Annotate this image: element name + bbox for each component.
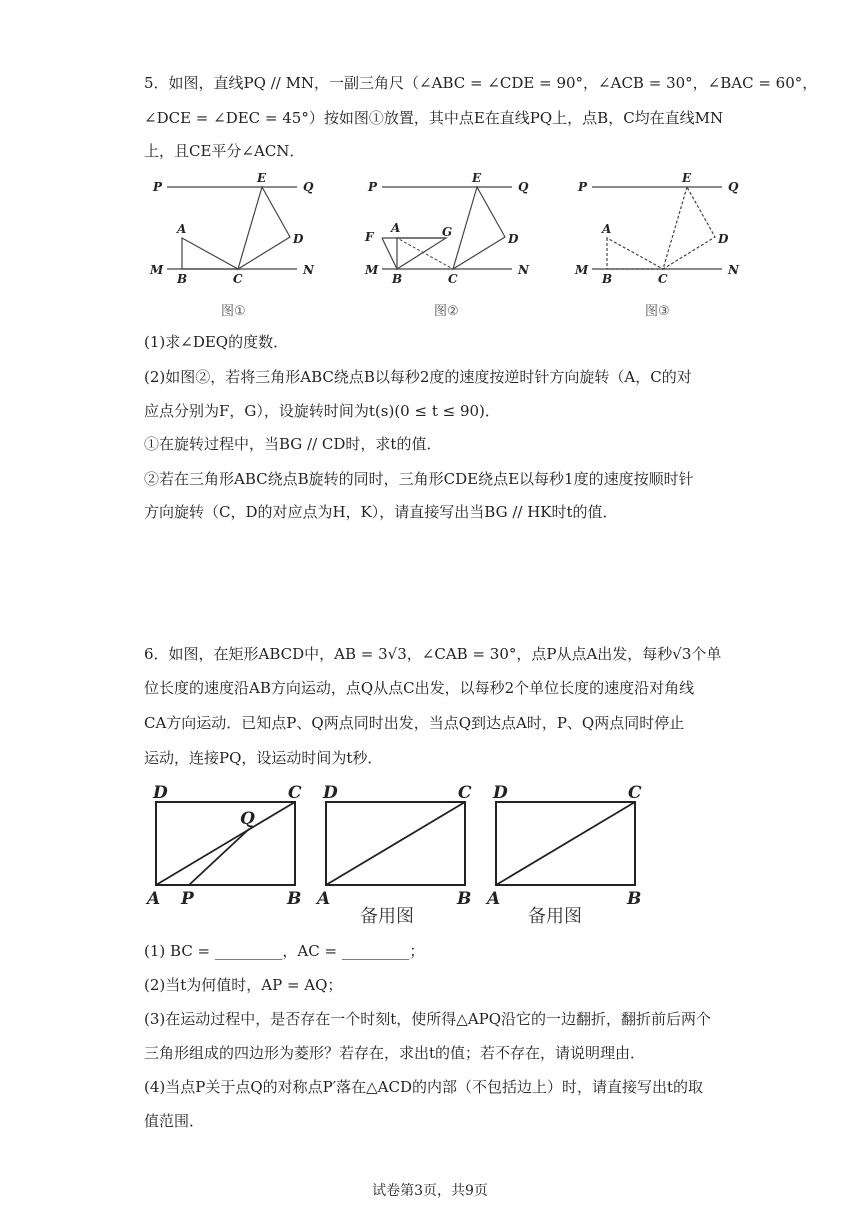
q6f3-label-B: B	[627, 889, 642, 909]
fig2-label-G: G	[442, 225, 453, 239]
fig1-label-D: D	[293, 232, 304, 246]
q6-figure-2	[315, 780, 485, 915]
q6-figure-3	[485, 780, 655, 915]
q6f2-label-D: D	[323, 783, 338, 803]
q5-fig3-caption: 图③	[645, 304, 670, 319]
q5-line-3: 上，且CE平分∠ACN．	[144, 142, 305, 160]
fig1-label-M: M	[150, 263, 164, 277]
q6-line-1: 6．如图，在矩形ABCD中，AB = 3√3，∠CAB = 30°，点P从点A出发，每秒√3个单	[144, 645, 722, 663]
q6f3-label-C: C	[628, 783, 642, 803]
fig3-label-N: N	[728, 263, 739, 277]
fig2-label-D: D	[508, 232, 519, 246]
fig2-label-P: P	[368, 180, 378, 194]
q6-line-3: CA方向运动．已知点P、Q两点同时出发，当点Q到达点A时，P、Q两点同时停止	[144, 714, 685, 732]
fig2-label-B: B	[392, 272, 403, 286]
q5-line-1: 5．如图，直线PQ // MN，一副三角尺（∠ABC = ∠CDE = 90°，∠ACB = 30°，∠BAC = 60°，	[144, 74, 818, 92]
fig2-label-M: M	[365, 263, 379, 277]
fig1-label-C: C	[233, 272, 243, 286]
fig3-label-A: A	[602, 222, 612, 236]
fig3-label-C: C	[658, 272, 668, 286]
q6f1-label-C: C	[288, 783, 302, 803]
fig3-label-E: E	[682, 171, 692, 185]
q6f1-label-A: A	[147, 889, 161, 909]
fig2-label-A: A	[391, 221, 401, 235]
fig3-label-B: B	[602, 272, 613, 286]
fig1-label-B: B	[177, 272, 188, 286]
q6f1-label-Q: Q	[240, 809, 255, 829]
q5-part-2b: 应点分别为F，G），设旋转时间为t(s)(0 ≤ t ≤ 90)．	[144, 402, 500, 420]
fig2-label-E: E	[472, 171, 482, 185]
fig2-label-C: C	[448, 272, 458, 286]
q6-fig2-caption: 备用图	[360, 906, 414, 927]
fig3-label-M: M	[575, 263, 589, 277]
q5-figure-1	[145, 170, 330, 290]
q5-part-2a: (2)如图②，若将三角形ABC绕点B以每秒2度的速度按逆时针方向旋转（A，C的对	[144, 368, 692, 386]
q5-figure-3	[570, 170, 755, 290]
q6f2-label-B: B	[457, 889, 472, 909]
q5-part-1: (1)求∠DEQ的度数．	[144, 333, 289, 351]
q6-line-2: 位长度的速度沿AB方向运动，点Q从点C出发，以每秒2个单位长度的速度沿对角线	[144, 679, 695, 697]
fig1-label-N: N	[303, 263, 314, 277]
q6f2-label-A: A	[317, 889, 331, 909]
fig2-label-Q: Q	[518, 180, 529, 194]
fig3-label-D: D	[718, 232, 729, 246]
fig1-label-A: A	[177, 222, 187, 236]
fig1-label-P: P	[153, 180, 163, 194]
q6-part-1: (1) BC = _________，AC = _________；	[144, 942, 425, 960]
q6-part-4a: (4)当点P关于点Q的对称点P′落在△ACD的内部（不包括边上）时，请直接写出t的取	[144, 1078, 704, 1096]
q5-line-2: ∠DCE = ∠DEC = 45°）按如图①放置，其中点E在直线PQ上，点B，C均在直线MN	[144, 109, 724, 127]
q6f2-label-C: C	[458, 783, 472, 803]
fig3-label-P: P	[578, 180, 588, 194]
q6f3-label-D: D	[493, 783, 508, 803]
q6-line-4: 运动，连接PQ，设运动时间为t秒．	[144, 749, 383, 767]
fig3-label-Q: Q	[728, 180, 739, 194]
fig2-label-F: F	[365, 230, 374, 244]
q5-fig1-caption: 图①	[221, 304, 246, 319]
q6-part-2: (2)当t为何值时，AP = AQ；	[144, 976, 343, 994]
fig1-label-E: E	[257, 171, 267, 185]
q6-fig3-caption: 备用图	[528, 906, 582, 927]
q5-part-2-i: ①在旋转过程中，当BG // CD时，求t的值．	[144, 435, 442, 453]
page-footer: 试卷第3页，共9页	[372, 1183, 488, 1199]
q6f1-label-B: B	[287, 889, 302, 909]
q5-fig2-caption: 图②	[434, 304, 459, 319]
fig1-label-Q: Q	[303, 180, 314, 194]
q6-part-3b: 三角形组成的四边形为菱形？若存在，求出t的值；若不存在，请说明理由．	[144, 1044, 646, 1062]
q6-part-3a: (3)在运动过程中，是否存在一个时刻t，使所得△APQ沿它的一边翻折，翻折前后两个	[144, 1010, 712, 1028]
q6f3-label-A: A	[487, 889, 501, 909]
q5-part-2-ii-b: 方向旋转（C，D的对应点为H，K），请直接写出当BG // HK时t的值．	[144, 503, 618, 521]
q5-part-2-ii-a: ②若在三角形ABC绕点B旋转的同时，三角形CDE绕点E以每秒1度的速度按顺时针	[144, 470, 694, 488]
q6f1-label-D: D	[153, 783, 168, 803]
q6-part-4b: 值范围．	[144, 1112, 205, 1130]
q6-figure-1	[145, 780, 315, 915]
q5-figure-2	[360, 170, 545, 290]
q6f1-label-P: P	[181, 889, 194, 909]
fig2-label-N: N	[518, 263, 529, 277]
